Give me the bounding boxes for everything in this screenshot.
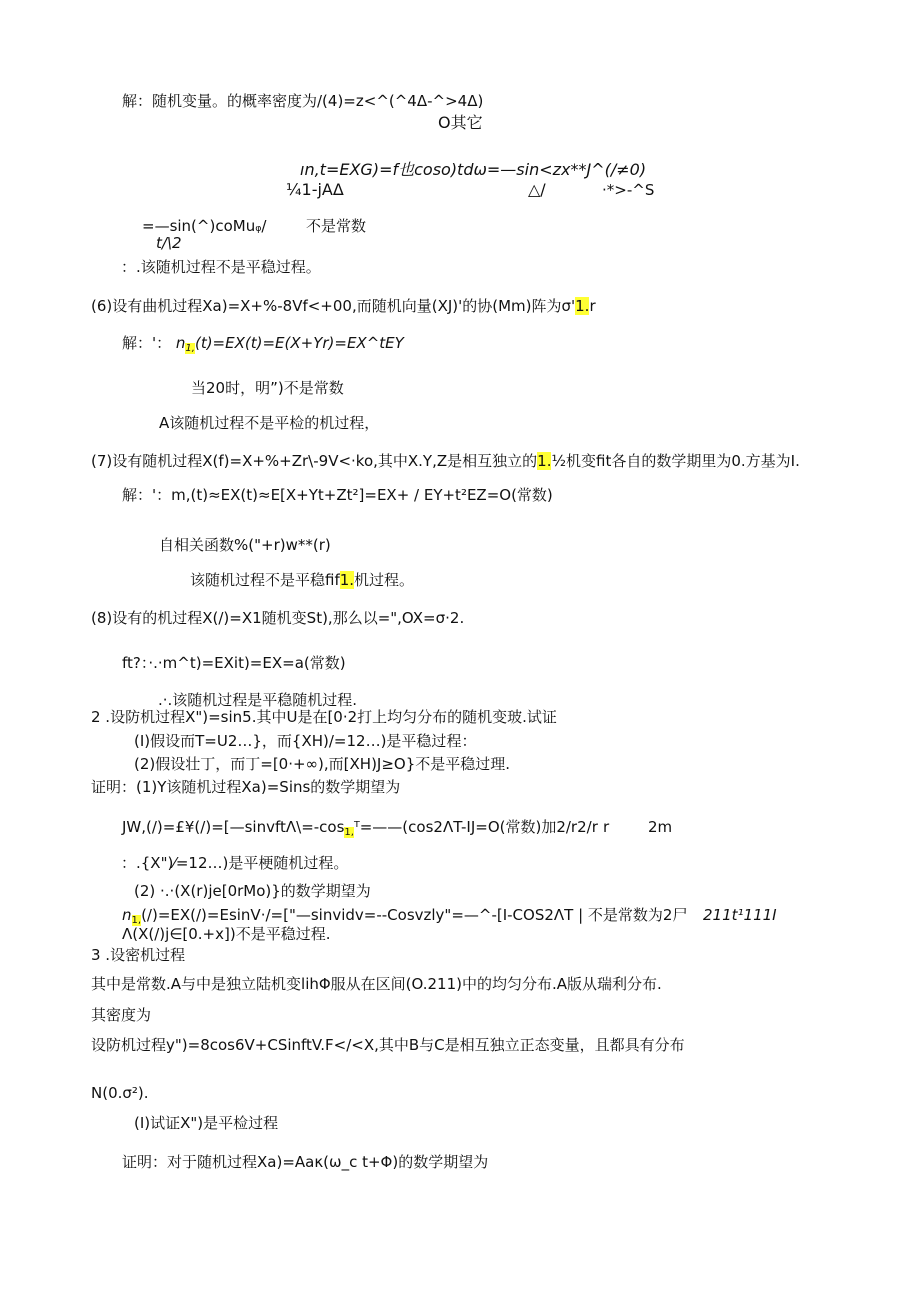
problem-7-text: (7)设有随机过程X(f)=X+%+Zr\-9V<·ko,其中X.Y,Z是相互独立的 [91, 452, 538, 470]
conclusion-stationary: ：.{X")⁄=12…)是平梗随机过程。 [121, 854, 349, 872]
part-2-expression: (/)=EX(/)=EsinV·/=["—sinvidv=--Cosvzly"=—^-[I-COS2ΛT | 不是常数为2尸 [141, 906, 688, 924]
condition-line: 当20时，明”)不是常数 [191, 379, 344, 397]
expectation-rest: ᵀ=——(cos2ΛT-IJ=O(常数)加2/r2/r [353, 818, 598, 836]
highlight-mark: 1. [537, 452, 552, 470]
problem-6-solution [122, 334, 404, 358]
highlight-mark: 1. [339, 571, 355, 589]
otherwise-label: O其它 [438, 113, 483, 132]
problem-7-solution: 解：'：m,(t)≈EX(t)≈E[X+Yt+Zt²]=EX+ / EY+t²EZ=O(常数) [122, 486, 553, 504]
process-definition: 设防机过程y")=8cos6V+CSinftV.F</<X,其中B与C是相互独立正态变量，且都具有分布 [91, 1036, 685, 1054]
formula-fragment-2m: 2m [648, 818, 673, 836]
expectation-formula-line [122, 818, 598, 842]
conclusion-tail: 机过程。 [354, 571, 415, 589]
formula-fragment-a: ¼1-jAΔ [286, 180, 344, 199]
part-2-expectation: (2) ·.·(X(r)je[0rMo)}的数学期望为 [134, 882, 371, 900]
not-constant-label: 不是常数 [306, 217, 367, 235]
part-2-conclusion: Λ(X(/)j∈[0.+x])不是平稳过程. [122, 925, 331, 943]
solution-line-density: 解：随机变量。的概率密度为/(4)=z<^(^4Δ-^>4Δ) [122, 92, 484, 110]
mean-expression: (t)=EX(t)=E(X+Yr)=EX^tEY [194, 334, 404, 352]
density-intro: 其密度为 [91, 1006, 152, 1024]
problem-3-statement: 3 .设密机过程 [91, 946, 186, 964]
expectation-start: JW,(/)=£¥(/)=[—sinvftΛ\=-cos [122, 818, 345, 836]
problem-8-statement: (8)设有的机过程X(/)=X1随机变St),那么以=",OX=σ·2. [91, 609, 465, 627]
mean-symbol: n [122, 906, 132, 924]
problem-6-statement [91, 297, 596, 315]
problem-3-condition: 其中是常数.A与中是独立陆机变lihΦ服从在区间(O.211)中的均匀分布.A版从瑞利分布. [91, 975, 662, 993]
mean-symbol: n [175, 334, 186, 352]
problem-2-statement: 2 .设防机过程X")=sin5.其中U是在[0·2打上均匀分布的随机变玻.试证 [91, 708, 557, 726]
formula-fragment-r: r [603, 818, 610, 836]
problem-2-part-2: (2)假设壮丁，而丁=[0·+∞),而[XH)J≥O}不是平稳过理. [134, 755, 511, 773]
conclusion-not-stationary: ：.该随机过程不是平稳过程。 [121, 258, 321, 276]
problem-2-part-1: (I)假设而T=U2…}，而{XH)/=12…)是平稳过程： [134, 732, 477, 750]
formula-fragment-b: △/ [528, 180, 546, 199]
highlight-mark: 1, [344, 827, 354, 838]
prove-stationary: (I)试证X")是平检过程 [134, 1114, 279, 1132]
highlight-mark: 1, [131, 915, 142, 926]
problem-6-text: (6)设有曲机过程Xa)=X+%-8Vf<+00,而随机向量(XJ)'的协(Mm)阵为σ' [91, 297, 576, 315]
autocorrelation-line: 自相关函数%("+r)w**(r) [159, 536, 331, 554]
proof-expectation: 证明：对于随机过程Xa)=Aaκ(ω_c t+Φ)的数学期望为 [122, 1153, 489, 1171]
formula-fragment-tail: 211t¹111I [703, 906, 777, 924]
conclusion-line-8: .·.该随机过程是平稳随机过程. [158, 691, 358, 709]
formula-denominator: t/\2 [156, 234, 182, 252]
sin-formula-line: =—sin(^)coMuᵩ/ [142, 217, 267, 235]
problem-6-tail: r [589, 297, 596, 315]
highlight-mark: 1. [575, 297, 590, 315]
normal-distribution: N(0.σ²). [91, 1084, 149, 1102]
highlight-mark: 1, [185, 343, 195, 354]
proof-line-1: 证明：(1)Y该随机过程Xa)=Sins的数学期望为 [91, 778, 401, 796]
problem-7-statement [91, 452, 800, 470]
solution-label: 解：'： [122, 334, 172, 352]
conclusion-line-7 [190, 571, 414, 589]
conclusion-line-6: A该随机过程不是平检的机过程， [159, 414, 380, 432]
problem-8-solution: ft?：·.·m^t)=EXit)=EX=a(常数) [122, 654, 346, 672]
conclusion-text: 该随机过程不是平稳fif [190, 571, 340, 589]
formula-fragment-c: ·*>-^S [602, 181, 655, 199]
mean-formula-line: ın,t=EXG)=f也coso)tdω=—sin<zx**J^(/≠0) [300, 160, 647, 179]
problem-7-tail: ½机变fit各自的数学期里为0.方基为I. [551, 452, 800, 470]
